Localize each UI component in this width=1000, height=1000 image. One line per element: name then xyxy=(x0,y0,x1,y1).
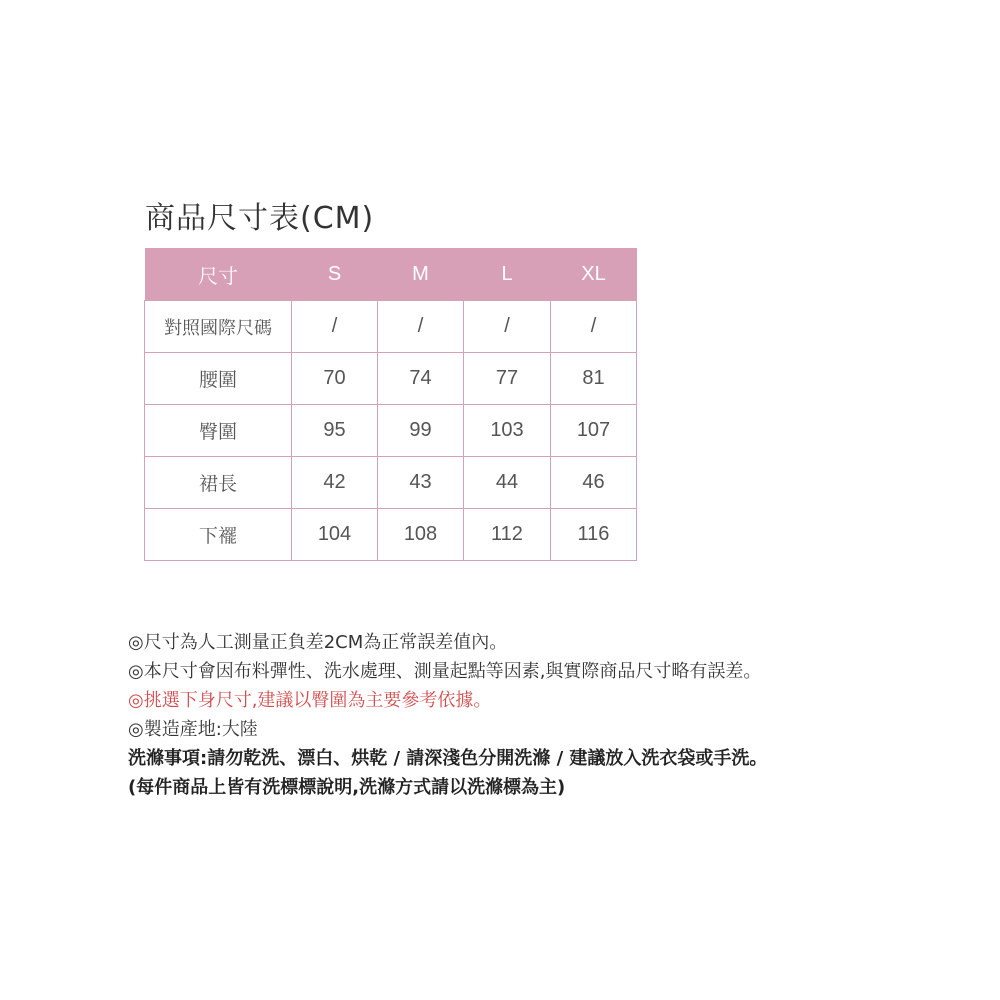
note-sizing-advice: ◎挑選下身尺寸,建議以臀圍為主要參考依據。 xyxy=(128,690,492,711)
table-cell: 70 xyxy=(292,353,378,405)
table-header-row xyxy=(145,248,637,301)
table-cell: 77 xyxy=(464,353,551,405)
table-cell: 107 xyxy=(551,405,637,457)
page-title: 商品尺寸表(CM) xyxy=(145,201,375,236)
table-cell: 42 xyxy=(292,457,378,509)
table-cell: / xyxy=(378,301,464,353)
table-cell: 103 xyxy=(464,405,551,457)
size-chart-table xyxy=(144,248,637,561)
row-label: 腰圍 xyxy=(145,353,292,405)
table-cell: 74 xyxy=(378,353,464,405)
table-row-hem xyxy=(145,509,637,561)
header-size-m: M xyxy=(412,262,429,285)
notes-section xyxy=(128,628,767,802)
header-size-l: L xyxy=(501,262,513,285)
row-label: 臀圍 xyxy=(145,405,292,457)
table-cell: / xyxy=(292,301,378,353)
note-washing-label: (每件商品上皆有洗標標說明,洗滌方式請以洗滌標為主) xyxy=(128,777,566,798)
row-label: 裙長 xyxy=(145,457,292,509)
note-fabric-variance: ◎本尺寸會因布料彈性、洗水處理、測量起點等因素,與實際商品尺寸略有誤差。 xyxy=(128,661,762,682)
header-size-label: 尺寸 xyxy=(198,265,238,288)
row-label: 對照國際尺碼 xyxy=(145,301,292,353)
table-cell: 108 xyxy=(378,509,464,561)
header-size-s: S xyxy=(327,262,342,285)
table-cell: 95 xyxy=(292,405,378,457)
note-origin: ◎製造產地:大陸 xyxy=(128,719,258,740)
table-row-waist xyxy=(145,353,637,405)
table-cell: 112 xyxy=(464,509,551,561)
table-cell: 43 xyxy=(378,457,464,509)
table-cell: 46 xyxy=(551,457,637,509)
table-cell: 104 xyxy=(292,509,378,561)
table-cell: 81 xyxy=(551,353,637,405)
note-washing-instructions: 洗滌事項:請勿乾洗、漂白、烘乾 / 請深淺色分開洗滌 / 建議放入洗衣袋或手洗。 xyxy=(128,748,768,769)
table-row-international-size xyxy=(145,301,637,353)
table-cell: 116 xyxy=(551,509,637,561)
table-cell: 44 xyxy=(464,457,551,509)
row-label: 下襬 xyxy=(145,509,292,561)
table-row-hip xyxy=(145,405,637,457)
header-size-xl: XL xyxy=(581,262,606,285)
note-measurement-tolerance: ◎尺寸為人工測量正負差2CM為正常誤差值內。 xyxy=(128,632,508,653)
table-cell: / xyxy=(464,301,551,353)
table-row-skirt-length xyxy=(145,457,637,509)
table-cell: 99 xyxy=(378,405,464,457)
table-cell: / xyxy=(551,301,637,353)
